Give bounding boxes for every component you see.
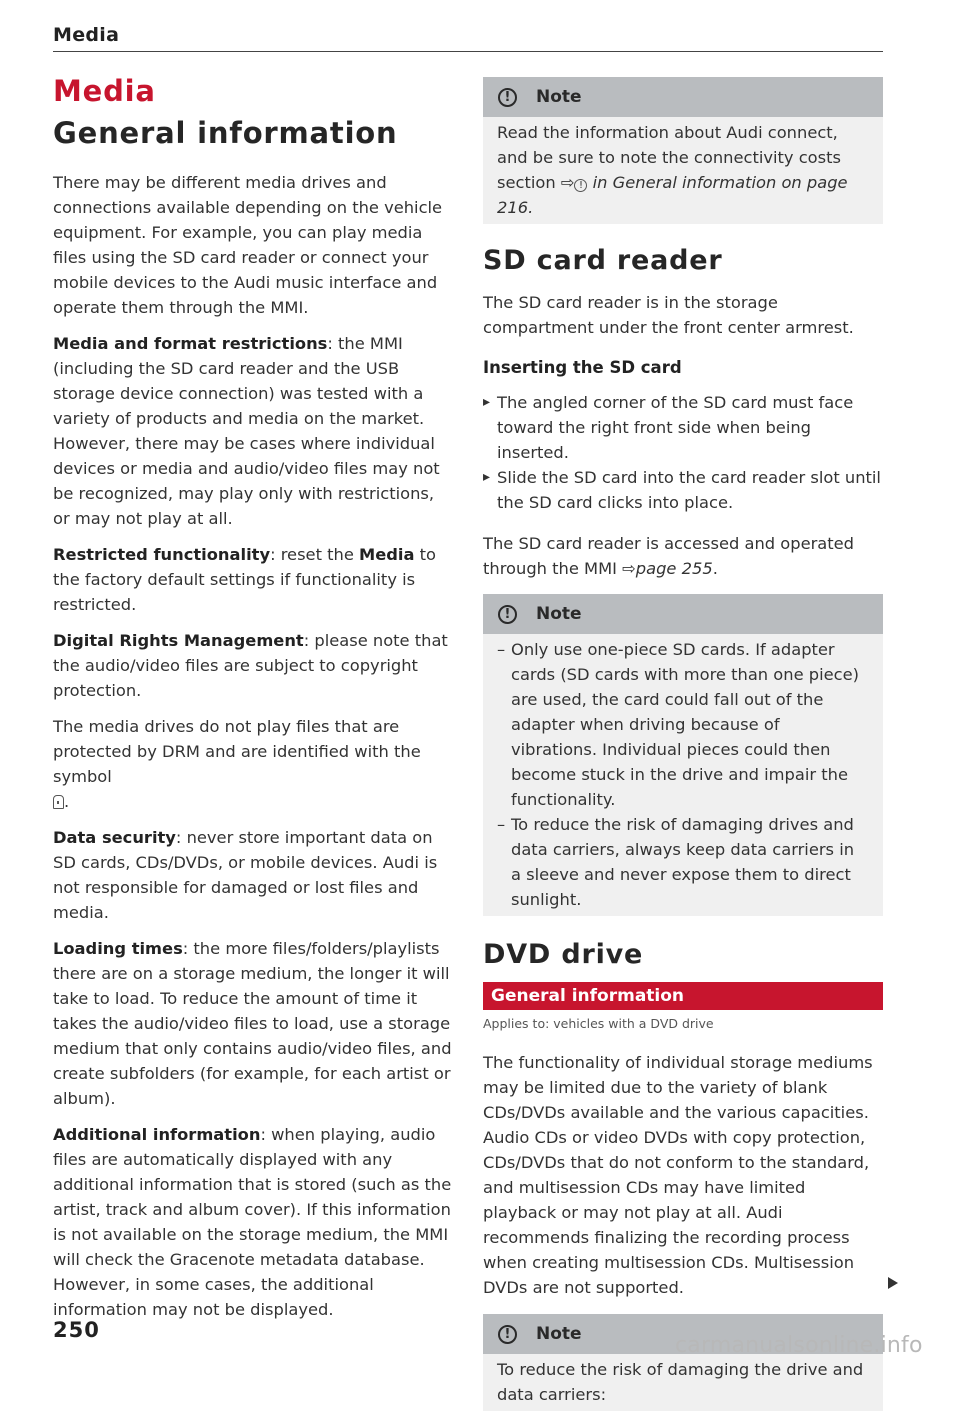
page-number: 250 bbox=[53, 1318, 100, 1342]
loading-paragraph bbox=[53, 936, 453, 1111]
note-heading: Note bbox=[536, 87, 582, 107]
note-heading: Note bbox=[536, 604, 582, 624]
step-item: ▸ The angled corner of the SD card must face toward the right front side when being inserted. bbox=[483, 390, 883, 465]
step-item: ▸ Slide the SD card into the card reader slot until the SD card clicks into place. bbox=[483, 465, 883, 515]
drm-text: : please note that the audio/video files are subject to copyright protection. bbox=[53, 631, 448, 700]
sd-section-title: SD card reader bbox=[483, 245, 723, 276]
dvd-banner: General information bbox=[483, 982, 883, 1010]
media-format-text: : the MMI (including the SD card reader and the USB storage device connection) was tested with a variety of products and media on the market. However, there may be cases where individual devices or media and audio/video files may not be recognized, may play only with restrictions, or may not play at all. bbox=[53, 334, 440, 528]
xref-arrow: ⇨ bbox=[622, 559, 636, 578]
note-heading: Note bbox=[536, 1324, 582, 1344]
note-list bbox=[497, 637, 869, 912]
media-format-paragraph bbox=[53, 331, 453, 531]
drm-label: Digital Rights Management bbox=[53, 631, 304, 650]
loading-text: : the more files/folders/playlists there are on a storage medium, the longer it will take to load. To reduce the amount of time it takes the audio/video files to load, use a storage medium that only contains audio/video files, and create subfolders (for example, for each artist or album). bbox=[53, 939, 452, 1108]
restricted-paragraph bbox=[53, 542, 453, 617]
exclamation-circle-icon: ! bbox=[498, 88, 517, 107]
media-format-label: Media and format restrictions bbox=[53, 334, 328, 353]
additional-paragraph bbox=[53, 1122, 453, 1322]
note-list-item: – To reduce the risk of damaging drives and data carriers, always keep data carriers in a sleeve and never expose them to direct sunlight. bbox=[497, 812, 869, 912]
data-security-label: Data security bbox=[53, 828, 176, 847]
additional-text: : when playing, audio files are automatically displayed with any additional information that is stored (such as the artist, track and album cover). If this information is not available on the storage medium, the MMI will check the Gracenote metadata database. However, in some cases, the additional information may not be displayed. bbox=[53, 1125, 452, 1319]
restricted-text-a: : reset the bbox=[270, 545, 360, 564]
sd-intro: The SD card reader is in the storage compartment under the front center armrest. bbox=[483, 293, 854, 337]
drm-lock-icon bbox=[53, 795, 64, 809]
inserting-steps bbox=[483, 390, 883, 515]
watermark: carmanualsonline.info bbox=[675, 1333, 923, 1358]
intro-paragraph: There may be different media drives and connections available depending on the vehicle equipment. For example, you can play media files using the SD card reader or connect your mobile devices to the Audi music interface and operate them through the MMI. bbox=[53, 173, 443, 317]
exclamation-circle-icon: ! bbox=[498, 1325, 517, 1344]
note-box-connect bbox=[483, 77, 883, 224]
note-header bbox=[483, 77, 883, 117]
exclamation-circle-icon: ! bbox=[498, 605, 517, 624]
left-column bbox=[53, 72, 453, 1322]
data-security-text: : never store important data on SD cards, CDs/DVDs, or mobile devices. Audi is not responsible for damaged or lost files and media. bbox=[53, 828, 438, 922]
xref-link[interactable]: in General information on page 216. bbox=[497, 173, 848, 217]
data-security-paragraph bbox=[53, 825, 453, 925]
sd-access-paragraph: The SD card reader is accessed and operated through the MMI ⇨page 255. bbox=[483, 534, 854, 578]
loading-label: Loading times bbox=[53, 939, 183, 958]
note-header bbox=[483, 594, 883, 634]
dvd-section-title: DVD drive bbox=[483, 939, 644, 970]
page-link[interactable]: page 255 bbox=[635, 559, 713, 578]
inserting-heading: Inserting the SD card bbox=[483, 358, 682, 377]
note-box-sd bbox=[483, 594, 883, 916]
restricted-text-b: to the factory default settings if functionality is restricted. bbox=[53, 545, 437, 614]
right-column bbox=[483, 77, 883, 1411]
running-header: Media bbox=[53, 24, 120, 46]
drm-note-text: The media drives do not play files that are protected by DRM and are identified with the symbol bbox=[53, 717, 421, 786]
exclamation-circle-icon: ! bbox=[574, 179, 587, 192]
drm-note-paragraph bbox=[53, 714, 453, 814]
applies-to: Applies to: vehicles with a DVD drive bbox=[483, 1016, 714, 1031]
note-text: Read the information about Audi connect, and be sure to note the connectivity costs section ⇨ ! in General information on page 216. bbox=[497, 123, 848, 217]
section-title: General information bbox=[53, 116, 398, 150]
continue-arrow-icon bbox=[888, 1277, 898, 1289]
note-text: To reduce the risk of damaging the drive and data carriers: bbox=[497, 1360, 864, 1404]
chapter-title: Media bbox=[53, 74, 156, 108]
note-body bbox=[483, 634, 883, 916]
xref-arrow: ⇨ bbox=[560, 173, 575, 192]
note-body bbox=[483, 117, 883, 224]
additional-label: Additional information bbox=[53, 1125, 261, 1144]
header-rule bbox=[53, 51, 883, 52]
dvd-paragraph: The functionality of individual storage mediums may be limited due to the variety of blank CDs/DVDs available and the various capacities. Audio CDs or video DVDs with copy protection, CDs/DVDs that do not conform to the standard, and multisession CDs may have limited playback or may not play at all. Audi recommends finalizing the recording process when creating multisession CDs. Multisession DVDs are not supported. bbox=[483, 1053, 873, 1297]
media-word: Media bbox=[359, 545, 415, 564]
drm-suffix: . bbox=[64, 792, 70, 811]
note-list-item: – Only use one-piece SD cards. If adapter cards (SD cards with more than one piece) are used, the card could fall out of the adapter when driving because of vibrations. Individual pieces could then become stuck in the drive and impair the functionality. bbox=[497, 637, 869, 812]
restricted-label: Restricted functionality bbox=[53, 545, 271, 564]
drm-paragraph bbox=[53, 628, 453, 703]
